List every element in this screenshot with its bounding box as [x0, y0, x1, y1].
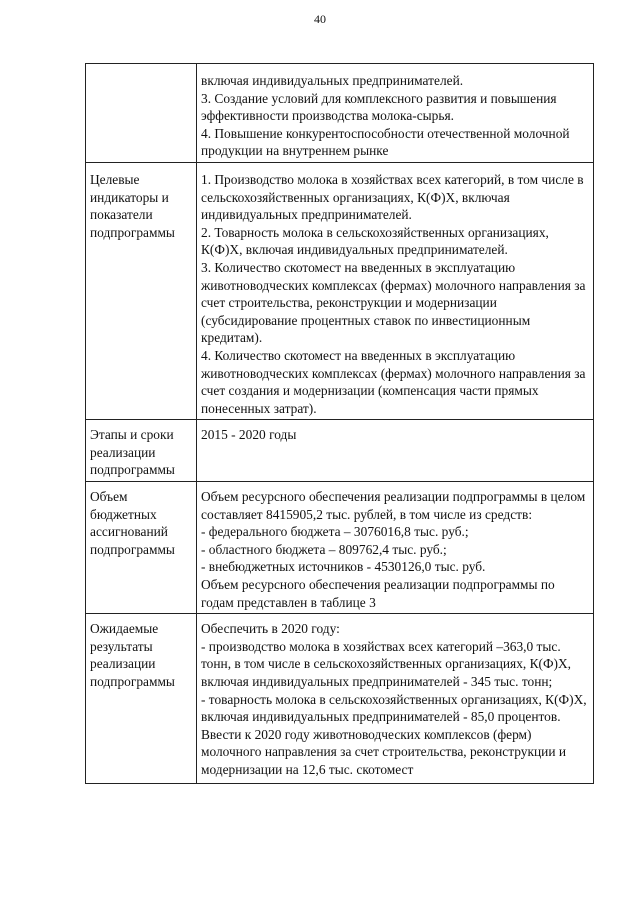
content-line: - внебюджетных источников - 4530126,0 тыс. руб.: [201, 559, 486, 575]
table-row-stages: [86, 420, 594, 482]
content-line: Объем ресурсного обеспечения реализации подпрограммы в целом составляет 8415905,2 тыс. рублей, в том числе из средств:: [201, 489, 586, 522]
content-line: включая индивидуальных предпринимателей.: [201, 73, 464, 88]
label-cell: [86, 162, 197, 419]
content-cell: [197, 420, 594, 482]
row-label: Ожидаемые результаты реализации подпрограммы: [90, 621, 175, 689]
content-cell: [197, 162, 594, 419]
content-line: Обеспечить в 2020 году:: [201, 621, 340, 637]
content-line: 3. Количество скотомест на введенных в эксплуатацию животноводческих комплексах (фермах) молочного направления за счет строительства, реконструкции и модернизации (субсидирование процентных ставок по инвестиционным кредитам).: [201, 259, 586, 346]
row-label: Целевые индикаторы и показатели подпрограммы: [90, 171, 175, 240]
content-line: 2. Товарность молока в сельскохозяйственных организациях, К(Ф)Х, включая индивидуальных предпринимателей.: [201, 224, 549, 258]
label-cell: [86, 420, 197, 482]
row-label: Этапы и сроки реализации подпрограммы: [90, 427, 175, 478]
content-line: 4. Количество скотомест на введенных в эксплуатацию животноводческих комплексах (фермах) молочного направления за счет создания и модернизации (компенсация части прямых понесенных затрат).: [201, 347, 586, 416]
content-line: 4. Повышение конкурентоспособности отечественной молочной продукции на внутреннем рынке: [201, 125, 570, 159]
content-line: - федерального бюджета – 3076016,8 тыс. руб.;: [201, 524, 469, 540]
page-number: 40: [314, 12, 326, 26]
table-row-budget: [86, 482, 594, 614]
content-cell: [197, 614, 594, 783]
content-line: Ввести к 2020 году животноводческих комплексов (ферм) молочного направления за счет строительства, реконструкции и модернизации на 12,6 тыс. скотомест: [201, 726, 566, 777]
row-label: Объем бюджетных ассигнований подпрограммы: [90, 489, 175, 557]
content-cell: [197, 482, 594, 614]
table-row-target-indicators: [86, 162, 594, 419]
content-cell: [197, 64, 594, 163]
content-line: - областного бюджета – 809762,4 тыс. руб.;: [201, 541, 447, 557]
label-cell: [86, 64, 197, 163]
content-line: - товарность молока в сельскохозяйственных организациях, К(Ф)Х, включая индивидуальных предпринимателей - 85,0 процентов.: [201, 691, 587, 725]
table-row-continuation: [86, 64, 594, 163]
content-line: Объем ресурсного обеспечения реализации подпрограммы по годам представлен в таблице 3: [201, 577, 555, 610]
content-line: 3. Создание условий для комплексного развития и повышения эффективности производства молока-сырья.: [201, 90, 557, 124]
content-line: - производство молока в хозяйствах всех категорий –363,0 тыс. тонн, в том числе в сельскохозяйственных организациях, К(Ф)Х, включая индивидуальных предпринимателей - 345 тыс. тонн;: [201, 638, 572, 689]
table-row-expected-results: [86, 614, 594, 783]
label-cell: [86, 614, 197, 783]
content-line: 1. Производство молока в хозяйствах всех категорий, в том числе в сельскохозяйственных организациях, К(Ф)Х, включая индивидуальных предпринимателей.: [201, 171, 584, 223]
label-cell: [86, 482, 197, 614]
subprogram-passport-table: [85, 63, 594, 784]
content-line: 2015 - 2020 годы: [201, 427, 297, 443]
